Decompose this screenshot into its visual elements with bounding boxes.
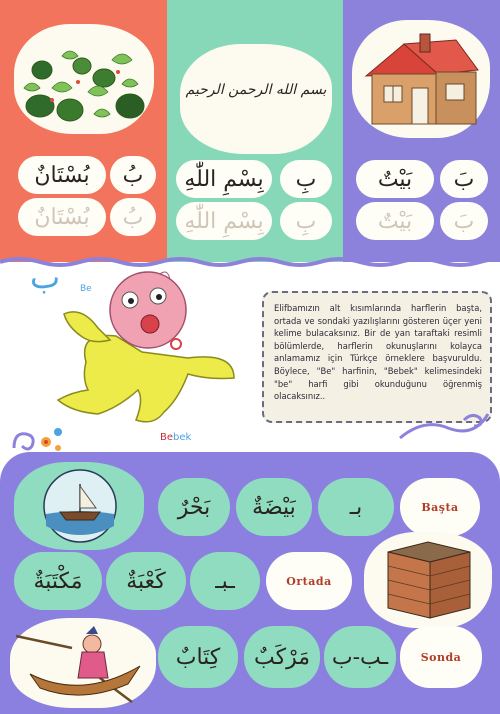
rowing-boat-image	[12, 622, 152, 708]
letter-be: ب	[29, 258, 61, 296]
row3-word-kitab: كِتَابٌ	[158, 626, 238, 688]
row2-label: Ortada	[286, 574, 332, 588]
row2-word-mektebe: مَكْتَبَةٌ	[14, 552, 102, 610]
bismillah-card	[180, 44, 332, 154]
row2-label-pill	[266, 552, 352, 610]
bismillah-word-faint-pill: بِسْمِ اللّٰهِ	[176, 202, 272, 240]
beyt-word-faint-pill: بَيْتٌ	[356, 202, 434, 240]
example-word-rest: bek	[173, 432, 192, 443]
row3-word-merkeb: مَرْكَبٌ	[244, 626, 320, 688]
example-word-highlight: Be	[160, 432, 174, 443]
beyt-word-pill: بَيْتٌ	[356, 160, 434, 198]
bustan-word-pill: بُسْتَانٌ	[18, 156, 106, 194]
letter-name: Be	[80, 284, 92, 294]
beyt-letter-pill: بَ	[440, 160, 488, 198]
row3-letter-form: ـب-ب	[324, 626, 396, 688]
bustan-word-faint-pill: بُسْتَانٌ	[18, 198, 106, 236]
row1-word-bahr: بَحْرٌ	[158, 478, 230, 536]
row1-label: Başta	[421, 500, 459, 514]
bismillah-word-pill: بِسْمِ اللّٰهِ	[176, 160, 272, 198]
description-text: Elifbamızın alt kısımlarında harflerin başta, ortada ve sondaki yazılışlarını gösteren üçer yeni kelime bulacaksınız. Bir de yan taraftaki resimli bölümlerde, harflerin okunuşlarını kolayca anlamamız için Türkçe örneklere başvuruldu. Böylece, "Be" harfinin, "Bebek" kelimesindeki "be" harfi gibi okunduğunu öğrenmiş olacaksınız..	[274, 303, 482, 402]
bustan-letter-faint-pill: بُ	[110, 198, 156, 236]
watermelon-field-image	[22, 48, 148, 130]
baby-illustration	[38, 262, 238, 432]
bustan-letter-pill: بُ	[110, 156, 156, 194]
beyt-letter-faint-pill: بَ	[440, 202, 488, 240]
kaaba-image	[382, 536, 476, 622]
bismillah-calligraphy: بسم الله الرحمن الرحيم	[185, 82, 327, 98]
row3-label: Sonda	[420, 650, 462, 664]
example-word	[160, 432, 191, 443]
bismillah-letter-faint-pill: بِ	[280, 202, 332, 240]
swirl-decoration	[394, 404, 494, 444]
row3-label-pill	[400, 626, 482, 688]
row1-label-pill	[400, 478, 480, 536]
row2-word-kabe: كَعْبَةٌ	[106, 552, 186, 610]
row1-word-beyda: بَيْضَةٌ	[236, 478, 312, 536]
house-image	[360, 30, 484, 134]
sailboat-image	[40, 466, 120, 546]
row1-letter-form: بـ	[318, 478, 394, 536]
bismillah-letter-pill: بِ	[280, 160, 332, 198]
row2-letter-form: ـبـ	[190, 552, 260, 610]
